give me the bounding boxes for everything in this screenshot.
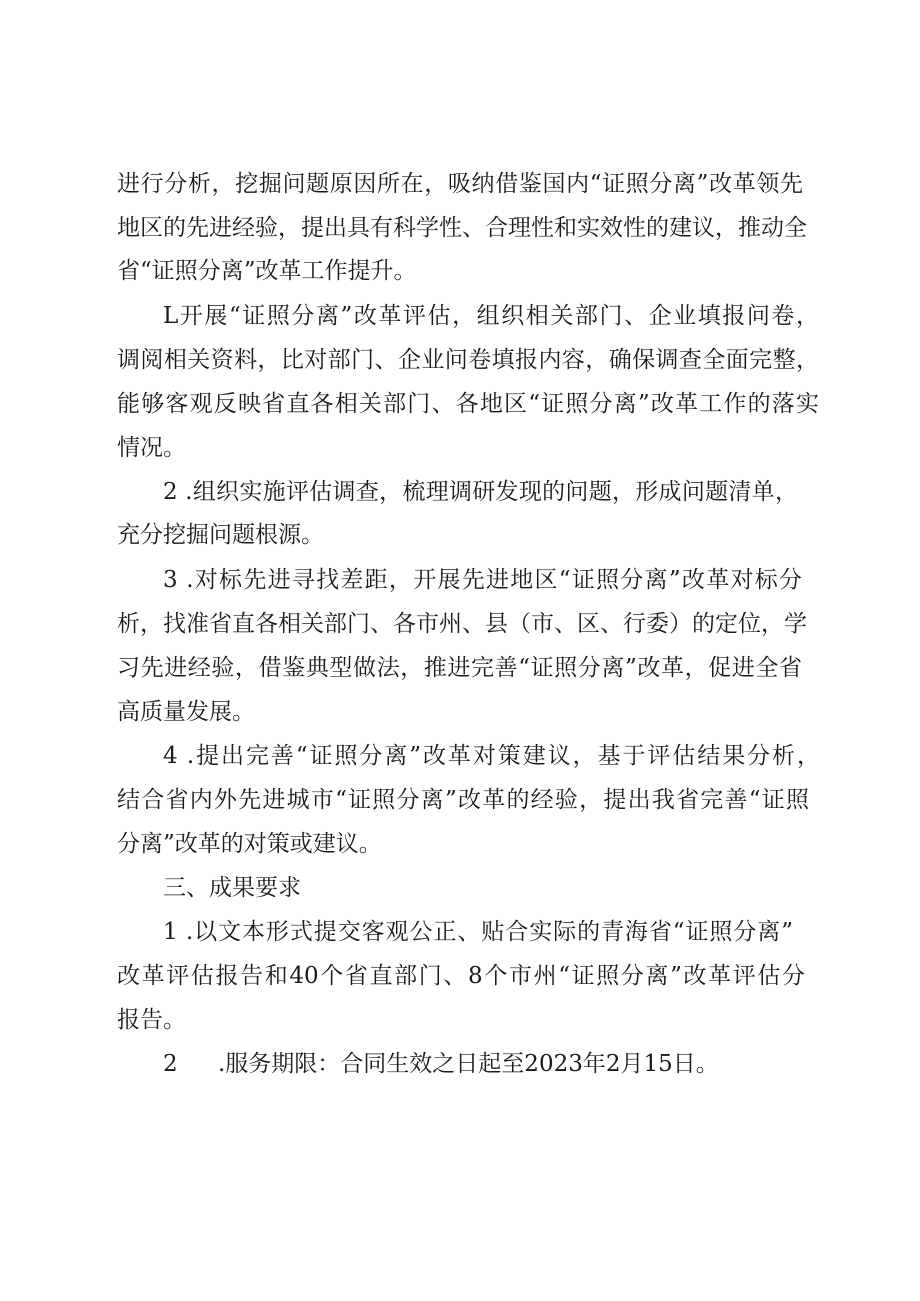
result-2-number: 2 (163, 1051, 178, 1077)
result-1-line-2: 改革评估报告和40个省直部门、8个市州“证照分离”改革评估分 (117, 963, 805, 989)
item-1-line-3: 能够客观反映省直各相关部门、各地区“证照分离”改革工作的落实 (117, 391, 819, 417)
result-2-text: .服务期限：合同生效之日起至2023年2月15日。 (218, 1051, 719, 1077)
item-2-line-2: 充分挖掘问题根源。 (117, 522, 324, 548)
section-heading: 三、成果要求 (163, 875, 301, 901)
paragraph-1-line-1: 进行分析，挖掘问题原因所在，吸纳借鉴国内“证照分离”改革领先 (117, 171, 803, 197)
result-1-line-3: 报告。 (117, 1007, 186, 1033)
paragraph-1-line-3: 省“证照分离”改革工作提升。 (117, 258, 417, 284)
item-3-line-4: 高质量发展。 (117, 699, 255, 725)
item-1-line-2: 调阅相关资料，比对部门、企业问卷填报内容，确保调查全面完整， (117, 347, 819, 373)
item-2-line-1: 2 .组织实施评估调查，梳理调研发现的问题，形成问题清单， (163, 479, 798, 505)
item-4-line-2: 结合省内外先进城市“证照分离”改革的经验，提出我省完善“证照 (117, 787, 809, 813)
result-1-line-1: 1 .以文本形式提交客观公正、贴合实际的青海省“证照分离” (163, 919, 793, 945)
item-4-line-1: 4 .提出完善“证照分离”改革对策建议，基于评估结果分析， (163, 743, 820, 769)
item-3-line-2: 析，找准省直各相关部门、各市州、县（市、区、行委）的定位，学 (117, 611, 807, 637)
item-1-line-4: 情况。 (117, 435, 186, 461)
paragraph-1-line-2: 地区的先进经验，提出具有科学性、合理性和实效性的建议，推动全 (117, 215, 807, 241)
item-1-line-1: L开展“证照分离”改革评估，组织相关部门、企业填报问卷， (163, 303, 819, 329)
item-3-line-1: 3 .对标先进寻找差距，开展先进地区“证照分离”改革对标分 (163, 567, 802, 593)
item-3-line-3: 习先进经验，借鉴典型做法，推进完善“证照分离”改革，促进全省 (117, 655, 802, 681)
item-4-line-3: 分离”改革的对策或建议。 (117, 831, 382, 857)
